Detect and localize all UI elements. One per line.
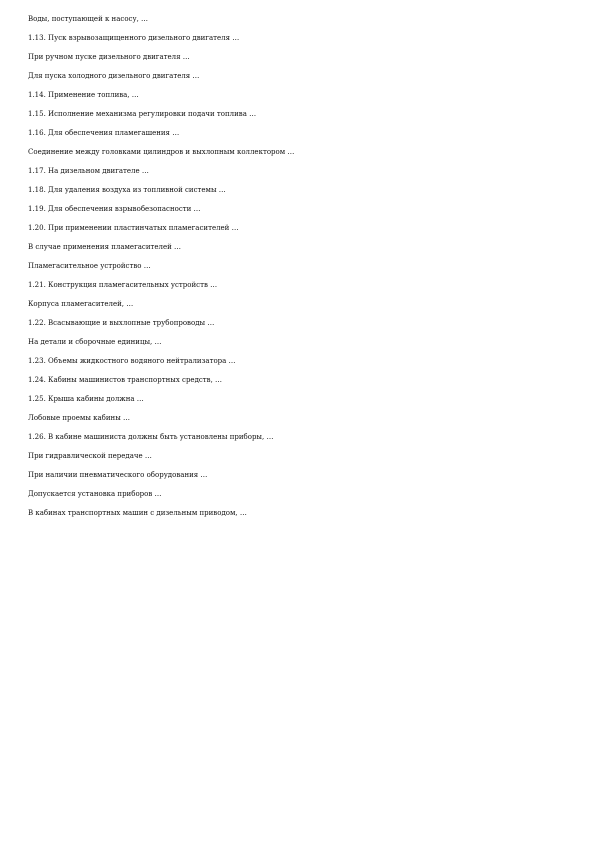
paragraph: 1.24. Кабины машинистов транспортных средств, …	[28, 376, 223, 384]
paragraph: При ручном пуске дизельного двигателя …	[28, 53, 190, 61]
paragraph: 1.20. При применении пластинчатых пламегасителей …	[28, 224, 239, 232]
paragraph: 1.18. Для удаления воздуха из топливной системы …	[28, 186, 226, 194]
paragraph: 1.17. На дизельном двигателе …	[28, 167, 149, 175]
paragraph: Пламегасительное устройство …	[28, 262, 151, 270]
paragraph: 1.21. Конструкция пламегасительных устройств …	[28, 281, 218, 289]
paragraph: 1.14. Применение топлива, …	[28, 91, 139, 99]
paragraph: В кабинах транспортных машин с дизельным приводом, …	[28, 509, 247, 517]
paragraph: Соединение между головками цилиндров и выхлопным коллектором …	[28, 148, 295, 156]
paragraph: При наличии пневматического оборудования …	[28, 471, 208, 479]
paragraph: 1.15. Исполнение механизма регулировки подачи топлива …	[28, 110, 257, 118]
paragraph: 1.16. Для обеспечения пламегашения …	[28, 129, 180, 137]
paragraph: 1.23. Объемы жидкостного водяного нейтрализатора …	[28, 357, 236, 365]
paragraph: Для пуска холодного дизельного двигателя …	[28, 72, 200, 80]
paragraph: 1.25. Крыша кабины должна …	[28, 395, 144, 403]
paragraph: 1.19. Для обеспечения взрывобезопасности …	[28, 205, 201, 213]
paragraph: Корпуса пламегасителей, …	[28, 300, 134, 308]
paragraph: Допускается установка приборов …	[28, 490, 162, 498]
paragraph: На детали и сборочные единицы, …	[28, 338, 162, 346]
paragraph: 1.22. Всасывающие и выхлопные трубопроводы …	[28, 319, 215, 327]
paragraph: 1.26. В кабине машиниста должны быть установлены приборы, …	[28, 433, 274, 441]
paragraph: При гидравлической передаче …	[28, 452, 152, 460]
paragraph: 1.13. Пуск взрывозащищенного дизельного двигателя …	[28, 34, 240, 42]
paragraph: Лобовые проемы кабины …	[28, 414, 130, 422]
paragraph: В случае применения пламегасителей …	[28, 243, 181, 251]
paragraph: Воды, поступающей к насосу, …	[28, 15, 149, 23]
